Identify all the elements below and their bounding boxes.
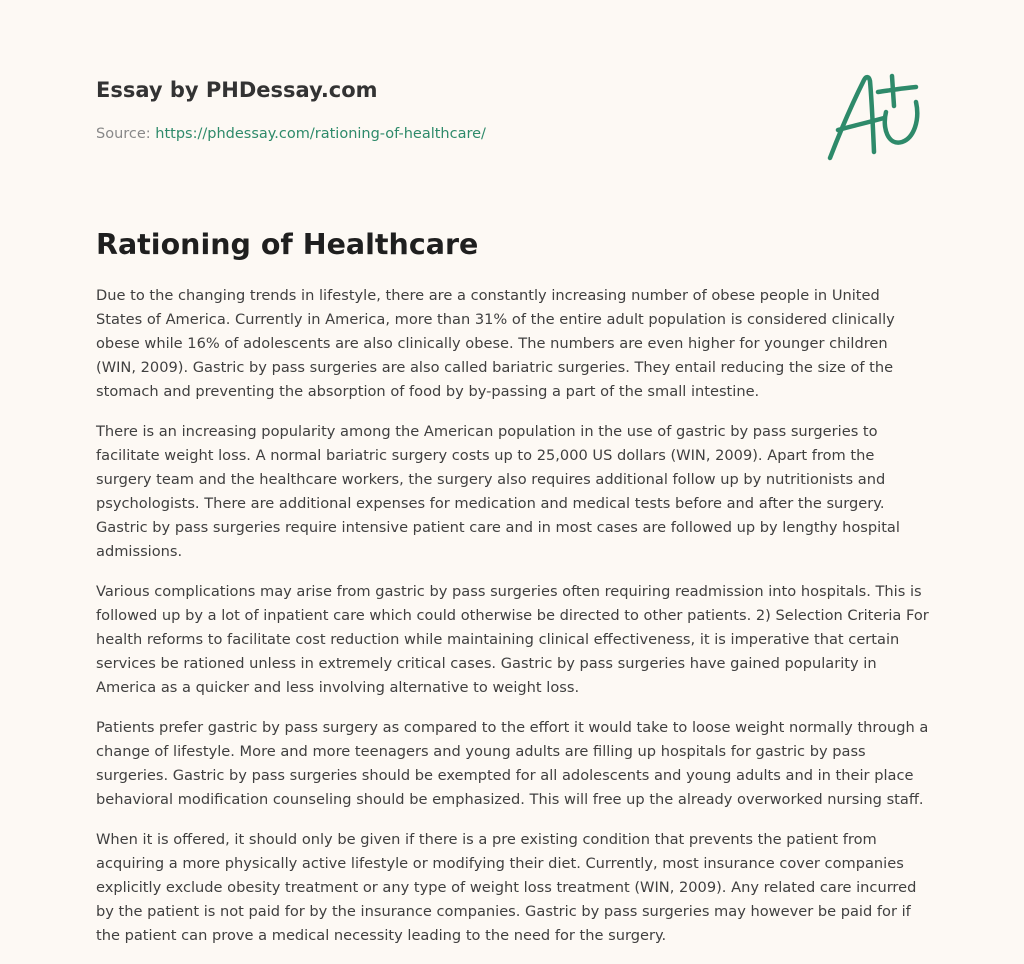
a-plus-logo-icon xyxy=(818,66,930,166)
essay-body xyxy=(96,284,930,964)
source-label: Source: xyxy=(96,126,151,142)
site-title: Essay by PHDessay.com xyxy=(96,78,378,102)
essay-paragraph: When it is offered, it should only be given if there is a pre existing condition that prevents the patient from acquiring a more physically active lifestyle or modifying their diet. Currently, most insurance cover companies explicitly exclude obesity treatment or any type of weight loss treatment (WIN, 2009). Any related care incurred by the patient is not paid for by the insurance companies. Gastric by pass surgeries may however be paid for if the patient can prove a medical necessity leading to the need for the surgery. xyxy=(96,831,917,944)
essay-paragraph: Patients prefer gastric by pass surgery as compared to the effort it would take to loose weight normally through a change of lifestyle. More and more teenagers and young adults are filling up hospitals for gastric by pass surgeries. Gastric by pass surgeries should be exempted for all adolescents and young adults and in their place behavioral modification counseling should be emphasized. This will free up the already overworked nursing staff. xyxy=(96,719,929,808)
essay-paragraph: Due to the changing trends in lifestyle, there are a constantly increasing number of obese people in United States of America. Currently in America, more than 31% of the entire adult population is considered clinically obese while 16% of adolescents are also clinically obese. The numbers are even higher for younger children (WIN, 2009). Gastric by pass surgeries are also called bariatric surgeries. They entail reducing the size of the stomach and preventing the absorption of food by by-passing a part of the small intestine. xyxy=(96,287,895,400)
source-link[interactable]: https://phdessay.com/rationing-of-healthcare/ xyxy=(155,126,486,142)
page-header xyxy=(96,76,796,144)
essay-title: Rationing of Healthcare xyxy=(96,228,479,261)
essay-paragraph: There is an increasing popularity among the American population in the use of gastric by pass surgeries to facilitate weight loss. A normal bariatric surgery costs up to 25,000 US dollars (WIN, 2009). Apart from the surgery team and the healthcare workers, the surgery also requires additional follow up by nutritionists and psychologists. There are additional expenses for medication and medical tests before and after the surgery. Gastric by pass surgeries require intensive patient care and in most cases are followed up by lengthy hospital admissions. xyxy=(96,423,900,560)
essay-paragraph: Various complications may arise from gastric by pass surgeries often requiring readmission into hospitals. This is followed up by a lot of inpatient care which could otherwise be directed to other patients. 2) Selection Criteria For health reforms to facilitate cost reduction while maintaining clinical effectiveness, it is imperative that certain services be rationed unless in extremely critical cases. Gastric by pass surgeries have gained popularity in America as a quicker and less involving alternative to weight loss. xyxy=(96,583,929,696)
source-line xyxy=(96,124,796,144)
